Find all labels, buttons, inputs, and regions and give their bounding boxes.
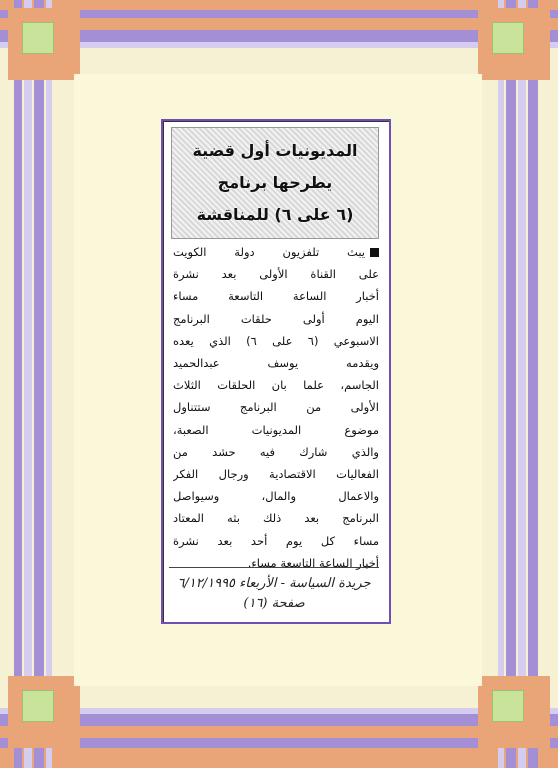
article-line-9: موضوع المديونيات الصعبة، — [173, 422, 379, 437]
article-line-4: اليوم أولى حلقات البرنامج — [173, 311, 379, 326]
bullet-icon — [370, 248, 379, 257]
left-band-purple — [14, 0, 22, 768]
left-band-purple-2 — [34, 0, 44, 768]
article-line-1-text: يبث تلفزيون دولة الكويت — [173, 245, 365, 259]
top-band-lilac — [0, 42, 558, 48]
article-line-14: مساء كل يوم أحد بعد نشرة — [173, 533, 379, 548]
top-band-orange — [0, 0, 558, 10]
top-band-purple — [0, 10, 558, 18]
headline-line-3: (٦ على ٦) للمناقشة — [196, 205, 354, 224]
article-line-11: الفعاليات الاقتصادية ورجال الفكر — [173, 467, 379, 482]
article-body — [173, 241, 379, 574]
bottom-band-orange — [0, 726, 558, 738]
headline-box — [171, 127, 379, 239]
top-band-purple-2 — [0, 30, 558, 42]
article-line-13: البرنامج بعد ذلك بثه المعتاد — [173, 511, 379, 526]
top-band-orange-2 — [0, 18, 558, 30]
right-band-purple — [506, 0, 516, 768]
corner-square-top-left — [22, 22, 54, 54]
article-line-5: الاسبوعي (٦ على ٦) الذي يعده — [173, 333, 379, 348]
article-line-8: الأولى من البرنامج ستتناول — [173, 400, 379, 415]
headline-line-1: المديونيات أول قضية — [192, 141, 358, 160]
article-line-15: أخبار الساعة التاسعة مساء. — [247, 555, 379, 570]
bottom-band-orange-2 — [0, 748, 558, 768]
bottom-band-purple-2 — [0, 738, 558, 748]
article-line-10: والذي شارك فيه حشد من — [173, 444, 379, 459]
left-band-lilac — [24, 0, 32, 768]
corner-square-bottom-right — [492, 690, 524, 722]
right-band-lilac — [498, 0, 504, 768]
corner-square-bottom-left — [22, 690, 54, 722]
handwritten-source-note — [169, 567, 379, 626]
article-line-7: الجاسم، علما بان الحلقات الثلاث — [173, 378, 379, 393]
right-band-lilac-2 — [518, 0, 526, 768]
source-note-line-2: صفحة (١٦) — [243, 596, 305, 611]
article-line-2: على القناة الأولى بعد نشرة — [173, 267, 379, 282]
right-band-purple-2 — [528, 0, 538, 768]
bottom-band-purple — [0, 714, 558, 726]
left-band-lilac-2 — [46, 0, 52, 768]
article-line-6: ويقدمه يوسف عبدالحميد — [173, 356, 379, 371]
article-line-3: أخبار الساعة التاسعة مساء — [173, 289, 379, 304]
headline-line-2: يطرحها برنامج — [217, 173, 333, 192]
article-line-12: والاعمال والمال، وسيواصل — [173, 489, 379, 504]
newspaper-clipping — [161, 119, 391, 624]
corner-square-top-right — [492, 22, 524, 54]
source-note-line-1: جريدة السياسة - الأربعاء ٦/١٢/١٩٩٥ — [177, 576, 371, 591]
article-line-1 — [173, 241, 379, 263]
